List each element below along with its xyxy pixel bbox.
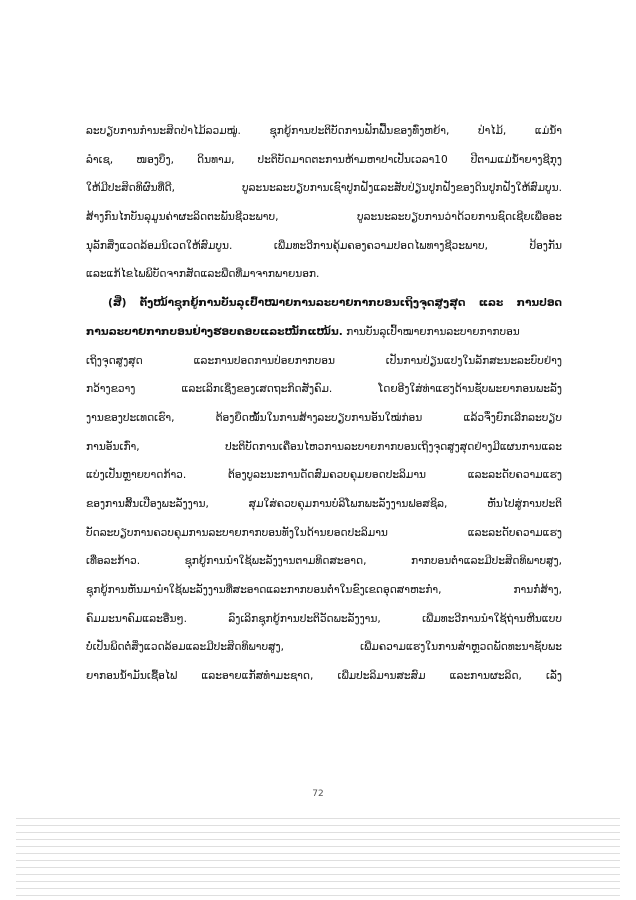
paragraph-2-line-11: ຄົມມະນາຄົມແລະອື່ນໆ. ລົງເລິກຊຸກຍູ້ການປະຕິວັດພະລັງງານ, ເພີ່ມທະວີການນຳໃຊ້ຖ່ານຫີນແບບ [86, 612, 562, 625]
paragraph-2-line-6: ແບ່ງເປັນຫຼາຍບາດກ້າວ. ຕ້ອງບູລະນະການດັດສົມຄວບຄຸມຍອດປະລິມານ ແລະລະດັບຄວາມແຮງ [86, 469, 562, 482]
paragraph-2-line-1-text: ການບັນລຸເປົ້າໝາຍການລະບາຍກາກບອນ [342, 325, 520, 338]
paragraph-2-line-3: ກວ້າງຂວາງ ແລະເລິກເຊິ່ງຂອງເສດຖະກິດສັງຄົມ. ໂດຍອີງໃສ່ທ່າແຮງດ້ານຊັບພະຍາກອນພະລັງ [86, 383, 562, 396]
paragraph-2-line-7: ຂອງການສິ້ນເປືອງພະລັງງານ, ສຸມໃສ່ຄວບຄຸມການບໍລິໂພກພະລັງງານຟອສຊິລ, ຫັນໄປສູ່ການປະຕິ [86, 497, 562, 510]
paragraph-1-line-4: ສ້າງກົນໄກບັນລຸມູນຄ່າຜະລິດຕະພັນຊີວະພາບ, ບູລະນະລະບຽບການວ່າດ້ວຍການຊົດເຊີຍເພື່ອອະ [86, 211, 562, 224]
page-number: 72 [312, 789, 324, 799]
paragraph-2-line-9: ເທື່ອລະກ້າວ. ຊຸກຍູ້ການນຳໃຊ້ພະລັງງານຕາມທິດສະອາດ, ກາກບອນຕ່ຳແລະມີປະສິດທິພາບສູງ, [86, 555, 562, 568]
paragraph-2-line-13: ຍາກອນນ້ຳມັນເຊື້ອໄຟ ແລະອາຍແກັສທຳມະຊາດ, ເພີ່ມປະລິມານສະສົມ ແລະການຜະລິດ, ເລັ່ງ [86, 670, 562, 683]
paragraph-2-line-2: ເຖິງຈຸດສູງສຸດ ແລະການປອດການປ່ອຍກາກບອນ ເປັນການປ່ຽນແປງໃນລັກສະນະລະບົບຢ່າງ [86, 354, 562, 367]
paragraph-2-line-4: ງານຂອງປະເທດເຮົາ, ຕ້ອງຍຶດໝັ້ນໃນການສ້າງລະບຽບການອັນໃໝ່ກ່ອນ ແລ້ວຈຶ່ງຍົກເລີກລະບຽບ [86, 411, 562, 424]
section-heading-line-1: (ສີ່) ຕັ້ງໜ້າຊຸກຍູ້ການບັນລຸເປົ້າໝາຍການລະບາຍກາກບອນເຖິງຈຸດສູງສຸດ ແລະ ການປອດ [108, 297, 562, 310]
paragraph-2-line-8: ບັດລະບຽບການຄວບຄຸມການລະບາຍກາກບອນທັງໃນດ້ານຍອດປະລິມານ ແລະລະດັບຄວາມແຮງ [86, 526, 562, 539]
paragraph-2-line-12: ບໍ່ເປັນພິດຕໍ່ສິ່ງແວດລ້ອມແລະມີປະສິດທິພາບສູງ, ເພີ່ມຄວາມແຮງໃນການສຳຫຼວດພັດທະນາຊັບພະ [86, 641, 562, 654]
section-heading-line-2: ການລະບາຍກາກບອນຢ່າງຮອບຄອບແລະໜັກແໜ້ນ. [86, 325, 343, 338]
footer-dotted-rules [16, 812, 620, 900]
paragraph-2-line-10: ຊຸກຍູ້ການຫັນມານຳໃຊ້ພະລັງງານທີ່ສະອາດແລະກາກບອນຕ່ຳໃນຂົງເຂດອຸດສາຫະກຳ, ການກໍ່ສ້າງ, [86, 584, 562, 596]
paragraph-2-line-5: ການອັນເກົ່າ, ປະຕິບັດການເຄື່ອນໄຫວການລະບາຍກາກບອນເຖິງຈຸດສູງສຸດຢ່າງມີແຜນການແລະ [86, 440, 562, 453]
paragraph-1-line-3: ໃຫ້ມີປະສິດທິຜົນທີ່ດີ, ບູລະນະລະບຽບການເຊົາປູກຝັງແລະສັບປ່ຽນປູກຝັງຂອງດິນປູກຝັງໃຫ້ສົມບູນ. [86, 182, 562, 195]
paragraph-1-line-5: ນຸລັກສິ່ງແວດລ້ອມນິເວດໃຫ້ສົມບູນ. ເພີ່ມທະວີການຄຸ້ມຄອງຄວາມປອດໄພທາງຊີວະພາບ, ປ້ອງກັນ [86, 239, 562, 252]
document-body [86, 117, 562, 691]
paragraph-1-line-2: ລຳເຊ, ໜອງບຶງ, ດິນທາມ, ປະຕິບັດມາດຕະການຫ້າມຫາປາເປັນເວລາ10 ປີຕາມແມ່ນ້ຳຍາງຊີກຸງ [86, 153, 562, 166]
paragraph-1-line-1: ລະບຽບການກຳນະສິດປ່າໄມ້ລວມໝູ່. ຊຸກຍູ້ການປະຕິບັດການຟັກຟື້ນຂອງທົ່ງຫຍ້າ, ປ່າໄມ້, ແມ່ນ້ຳ [86, 125, 562, 137]
paragraph-1-line-6: ແລະແກ້ໄຂໄພພິບັດຈາກສັດແລະພືດທີ່ມາຈາກພາຍນອກ. [86, 268, 320, 281]
paragraph-2-line-1 [86, 318, 562, 347]
